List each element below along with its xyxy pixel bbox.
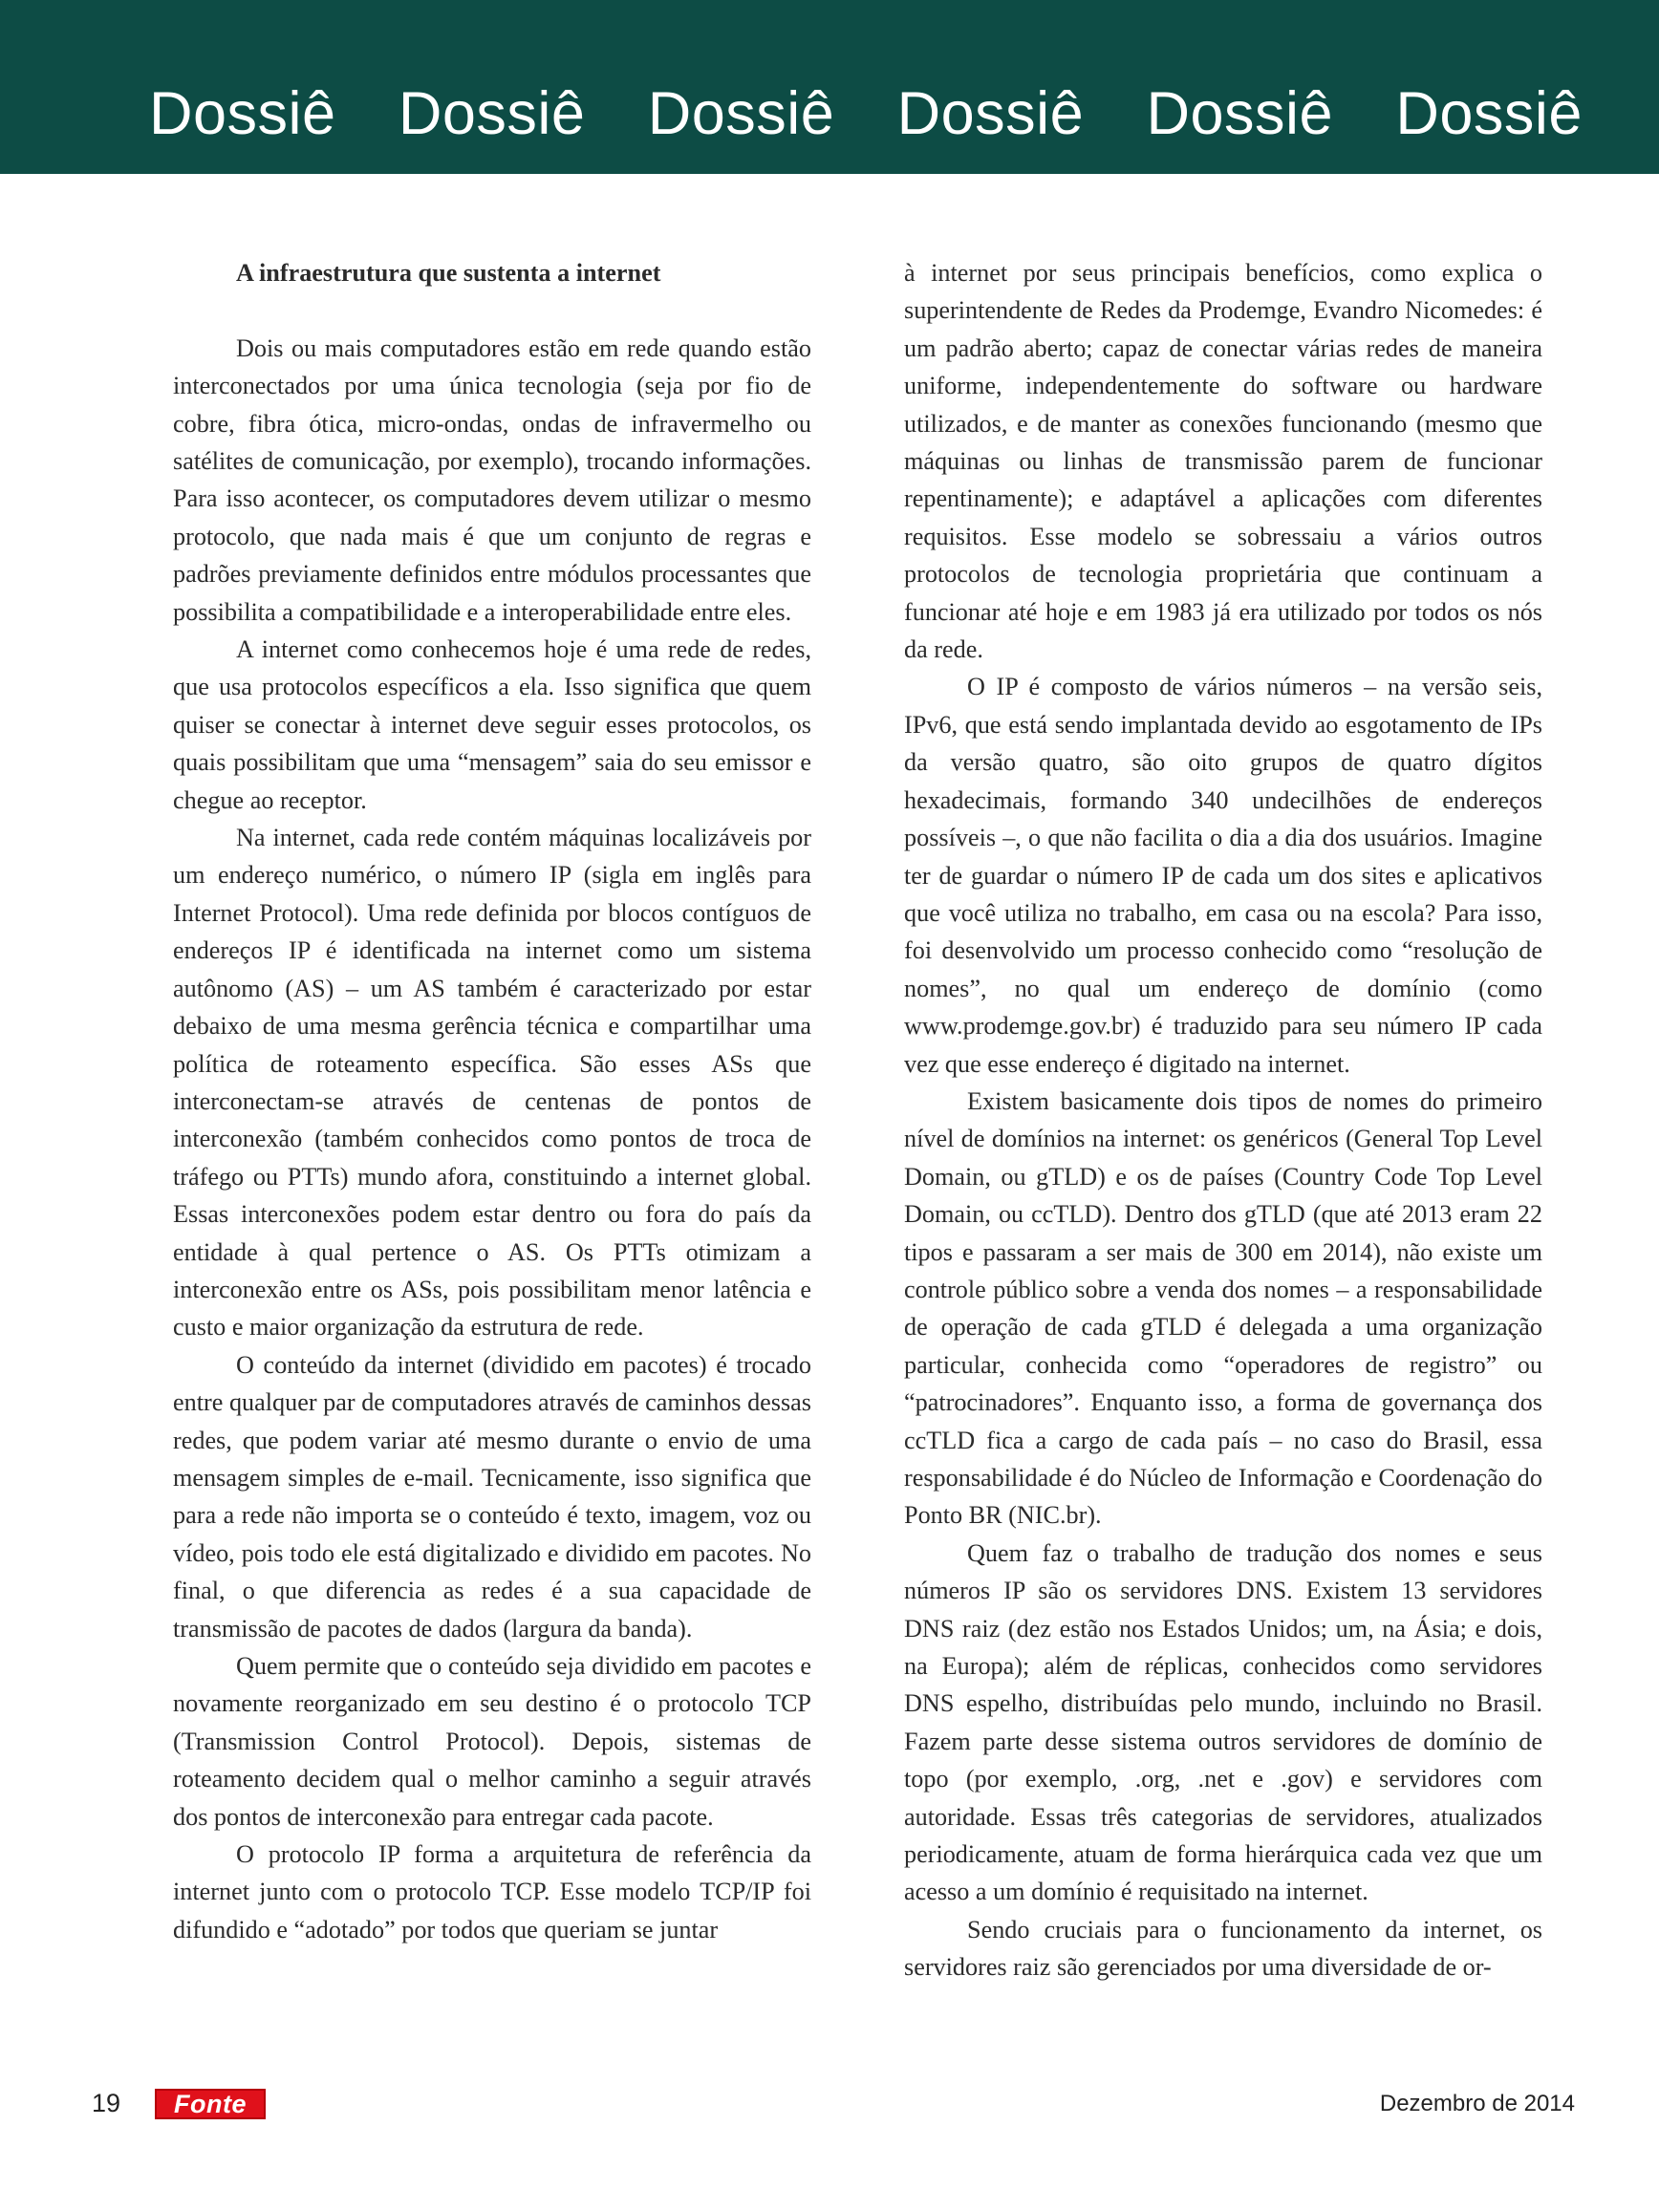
fonte-logo (155, 2089, 266, 2119)
section-title: A infraestrutura que sustenta a internet (236, 259, 661, 287)
article-paragraph: Na internet, cada rede contém máquinas localizáveis por um endereço numérico, o número IP (sigla em inglês para Internet Protocol). Uma rede definida por blocos contíguos de endereços IP é identificada na internet como um sistema autônomo (AS) – um AS também é caracterizado por estar debaixo de uma mesma gerência técnica e compartilhar uma política de roteamento específica. São esses ASs que interconectam-se através de centenas de pontos de interconexão (também conhecidos como pontos de troca de tráfego ou PTTs) mundo afora, constituindo a internet global. Essas interconexões podem estar dentro ou fora do país da entidade à qual pertence o AS. Os PTTs otimizam a interconexão entre os ASs, pois possibilitam menor latência e custo e maior organização da estrutura de rede. (173, 824, 811, 1342)
article-paragraph: O IP é composto de vários números – na versão seis, IPv6, que está sendo implantada devido ao esgotamento de IPs da versão quatro, são oito grupos de quatro dígitos hexadecimais, formando 340 undecilhões de endereços possíveis –, o que não facilita o dia a dia dos usuários. Imagine ter de guardar o número IP de cada um dos sites e aplicativos que você utiliza no trabalho, em casa ou na escola? Para isso, foi desenvolvido um processo conhecido como “resolução de nomes”, no qual um endereço de domínio (como www.prodemge.gov.br) é traduzido para seu número IP cada vez que esse endereço é digitado na internet. (904, 673, 1542, 1078)
article-paragraph: Quem faz o trabalho de tradução dos nomes e seus números IP são os servidores DNS. Existem 13 servidores DNS raiz (dez estão nos Estados Unidos; um, na Ásia; e dois, na Europa); além de réplicas, conhecidos como servidores DNS espelho, distribuídas pelo mundo, incluindo no Brasil. Fazem parte desse sistema outros servidores de domínio de topo (por exemplo, .org, .net e .gov) e servidores com autoridade. Essas três categorias de servidores, atualizados periodicamente, atuam de forma hierárquica cada vez que um acesso a um domínio é requisitado na internet. (904, 1538, 1542, 1906)
article-paragraph: Sendo cruciais para o funcionamento da internet, os servidores raiz são gerenciados por uma diversidade de or- (904, 1915, 1542, 1982)
page-number: 19 (92, 2089, 121, 2117)
banner-word: Dossiê (398, 80, 586, 147)
article-paragraph: Existem basicamente dois tipos de nomes do primeiro nível de domínios na internet: os genéricos (General Top Level Domain, ou gTLD) e os de países (Country Code Top Level Domain, ou ccTLD). Dentro dos gTLD (que até 2013 eram 22 tipos e passaram a ser mais de 300 em 2014), não existe um controle público sobre a venda dos nomes – a responsabilidade de operação de cada gTLD é delegada a uma organização particular, conhecida como “operadores de registro” ou “patrocinadores”. Enquanto isso, a forma de governança dos ccTLD fica a cargo de cada país – no caso do Brasil, essa responsabilidade é do Núcleo de Informação e Coordenação do Ponto BR (NIC.br). (904, 1086, 1542, 1530)
article-left-column (173, 254, 811, 1948)
dossie-header-banner (0, 0, 1659, 174)
article-paragraph: O protocolo IP forma a arquitetura de referência da internet junto com o protocolo TCP. Esse modelo TCP/IP foi difundido e “adotado” por todos que queriam se juntar (173, 1840, 811, 1944)
article-paragraph: A internet como conhecemos hoje é uma rede de redes, que usa protocolos específicos a ela. Isso significa que quem quiser se conectar à internet deve seguir esses protocolos, os quais possibilitam que uma “mensagem” saia do seu emissor e chegue ao receptor. (173, 635, 811, 814)
fonte-logo-text: Fonte (174, 2089, 247, 2118)
article-paragraph: O conteúdo da internet (dividido em pacotes) é trocado entre qualquer par de computadores através de caminhos dessas redes, que podem variar até mesmo durante o envio de uma mensagem simples de e-mail. Tecnicamente, isso significa que para a rede não importa se o conteúdo é texto, imagem, voz ou vídeo, pois todo ele está digitalizado e dividido em pacotes. No final, o que diferencia as redes é a sua capacidade de transmissão de pacotes de dados (largura da banda). (173, 1350, 811, 1643)
banner-word: Dossiê (1146, 80, 1334, 147)
banner-word: Dossiê (896, 80, 1085, 147)
banner-word: Dossiê (1395, 80, 1583, 147)
article-paragraph: à internet por seus principais benefícios, como explica o superintendente de Redes da Prodemge, Evandro Nicomedes: é um padrão aberto; capaz de conectar várias redes de maneira uniforme, independentemente do software ou hardware utilizados, e de manter as conexões funcionando (mesmo que máquinas ou linhas de transmissão parem de funcionar repentinamente); e adaptável a aplicações com diferentes requisitos. Esse modelo se sobressaiu a vários outros protocolos de tecnologia proprietária que continuam a funcionar até hoje e em 1983 já era utilizado por todos os nós da rede. (904, 259, 1542, 664)
banner-word: Dossiê (149, 80, 336, 147)
article-paragraph: Quem permite que o conteúdo seja dividido em pacotes e novamente reorganizado em seu destino é o protocolo TCP (Transmission Control Protocol). Depois, sistemas de roteamento decidem qual o melhor caminho a seguir através dos pontos de interconexão para entregar cada pacote. (173, 1652, 811, 1831)
banner-word: Dossiê (647, 80, 835, 147)
issue-date: Dezembro de 2014 (1379, 2091, 1575, 2116)
article-right-column (904, 254, 1542, 1987)
article-paragraph: Dois ou mais computadores estão em rede quando estão interconectados por uma única tecnologia (seja por fio de cobre, fibra ótica, micro-ondas, ondas de infravermelho ou satélites de comunicação, por exemplo), trocando informações. Para isso acontecer, os computadores devem utilizar o mesmo protocolo, que nada mais é que um conjunto de regras e padrões previamente definidos entre módulos processantes que possibilita a compatibilidade e a interoperabilidade entre eles. (173, 333, 811, 626)
banner-word-row (149, 80, 1583, 147)
